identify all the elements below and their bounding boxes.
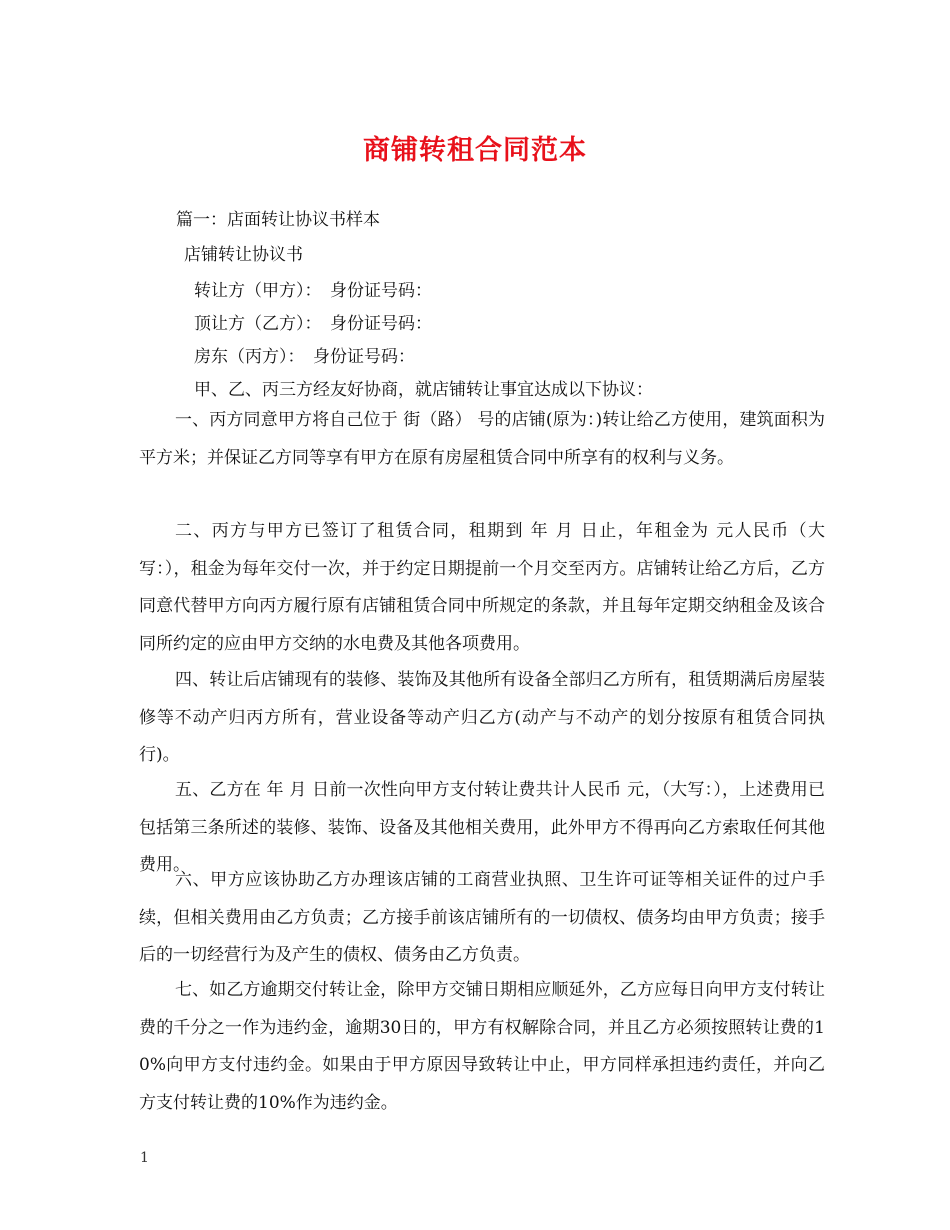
clause-6: 六、甲方应该协助乙方办理该店铺的工商营业执照、卫生许可证等相关证件的过户手续，但相关费用由乙方负责；乙方接手前该店铺所有的一切债权、债务均由甲方负责；接手后的一切经营行为及产生的债权、债务由乙方负责。 xyxy=(139,870,825,965)
clause-7: 七、如乙方逾期交付转让金，除甲方交铺日期相应顺延外，乙方应每日向甲方支付转让费的千分之一作为违约金，逾期30日的，甲方有权解除合同，并且乙方必须按照转让费的10%向甲方支付违约金。如果由于甲方原因导致转让中止，甲方同样承担违约责任，并向乙方支付转让费的10%作为违约金。 xyxy=(139,980,825,1113)
clause-1: 一、丙方同意甲方将自己位于 街（路） 号的店铺(原为：)转让给乙方使用，建筑面积为 平方米；并保证乙方同等享有甲方在原有房屋租赁合同中所享有的权利与义务。 xyxy=(139,410,825,468)
section-heading: 篇一：店面转让协议书样本 xyxy=(176,210,380,230)
party-transferee: 顶让方（乙方）： 身份证号码： xyxy=(194,314,432,334)
clause-4: 四、转让后店铺现有的装修、装饰及其他所有设备全部归乙方所有，租赁期满后房屋装修等不动产归丙方所有，营业设备等动产归乙方(动产与不动产的划分按原有租赁合同执行)。 xyxy=(139,670,825,765)
clause-5: 五、乙方在 年 月 日前一次性向甲方支付转让费共计人民币 元，（大写：），上述费用已包括第三条所述的装修、装饰、设备及其他相关费用，此外甲方不得再向乙方索取任何其他费用。 xyxy=(139,780,825,875)
document-title: 商铺转租合同范本 xyxy=(363,135,587,166)
page-number: 1 xyxy=(140,1150,149,1166)
clause-2: 二、丙方与甲方已签订了租赁合同，租期到 年 月 日止，年租金为 元人民币（大写：），租金为每年交付一次，并于约定日期提前一个月交至丙方。店铺转让给乙方后，乙方同意代替甲方向丙方履行原有店铺租赁合同中所规定的条款，并且每年定期交纳租金及该合同所约定的应由甲方交纳的水电费及其他各项费用。 xyxy=(139,521,825,654)
party-transferor: 转让方（甲方）： 身份证号码： xyxy=(194,281,432,301)
agreement-intro: 甲、乙、丙三方经友好协商，就店铺转让事宜达成以下协议： xyxy=(194,380,653,400)
party-landlord: 房东（丙方）： 身份证号码： xyxy=(194,347,415,367)
agreement-title: 店铺转让协议书 xyxy=(184,245,303,265)
